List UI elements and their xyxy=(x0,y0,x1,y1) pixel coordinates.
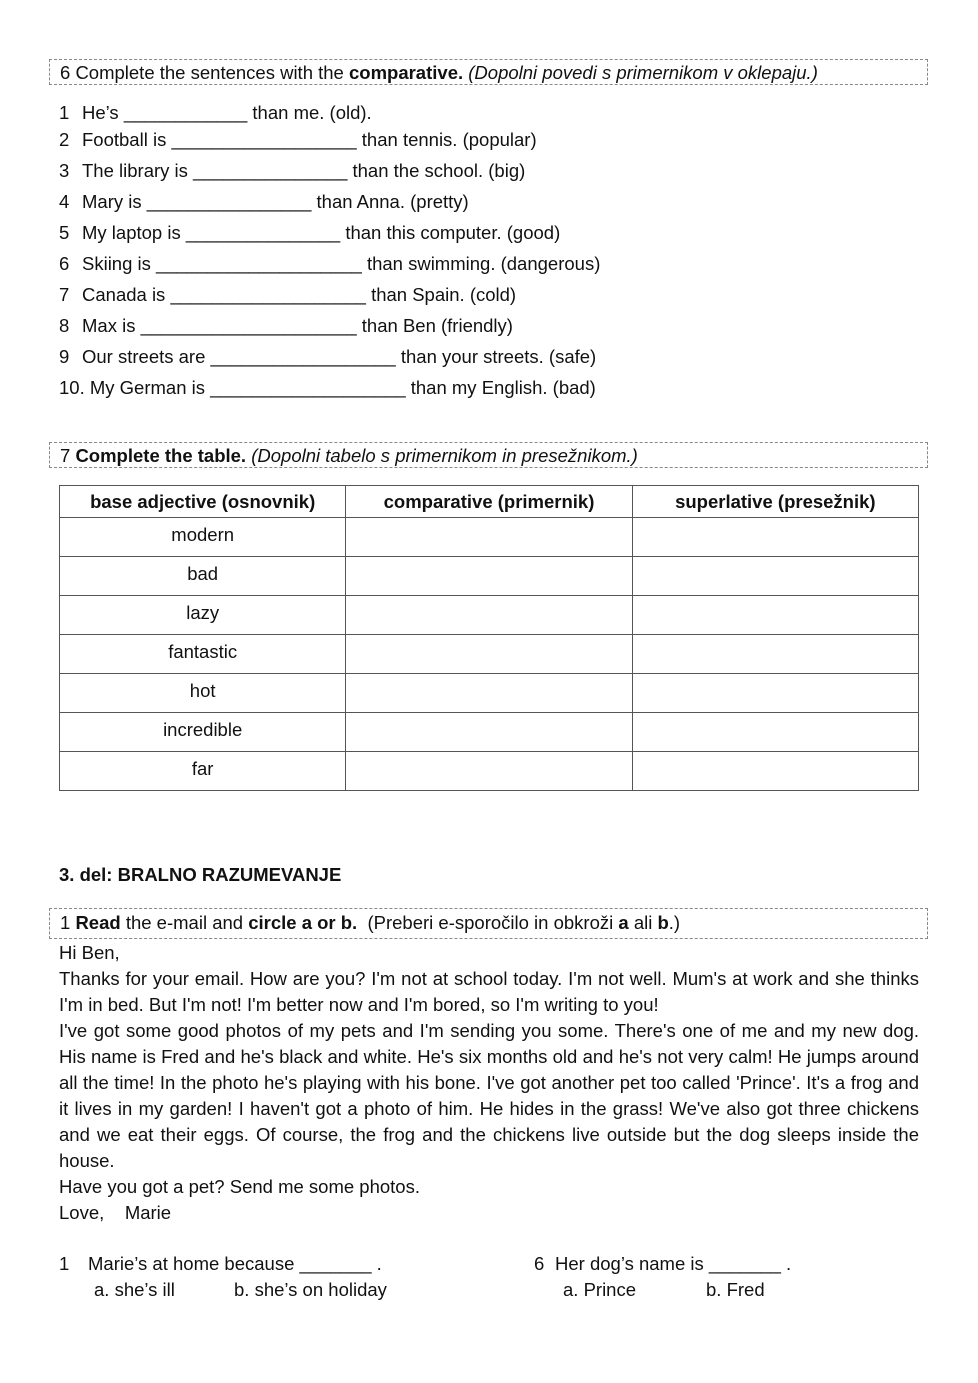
base-cell: hot xyxy=(60,674,346,713)
exercise-6-number: 6 xyxy=(60,62,71,83)
section-3-title: 3. del: BRALNO RAZUMEVANJE xyxy=(59,864,342,885)
base-cell: fantastic xyxy=(60,635,346,674)
sentence-1: 1 He’s ____________ than me. (old). xyxy=(59,102,372,123)
superlative-cell[interactable] xyxy=(632,557,918,596)
adjective-table xyxy=(59,485,919,791)
comparative-cell[interactable] xyxy=(346,596,632,635)
question-1: 1 Marie’s at home because _______ . xyxy=(59,1253,382,1274)
superlative-cell[interactable] xyxy=(632,752,918,791)
sentence-5: 5 My laptop is _______________ than this computer. (good) xyxy=(59,222,561,243)
comparative-cell[interactable] xyxy=(346,635,632,674)
table-row xyxy=(60,557,919,596)
sentence-2: 2 Football is __________________ than tennis. (popular) xyxy=(59,129,537,150)
email-paragraph-1: Thanks for your email. How are you? I'm not at school today. I'm not well. Mum's at work and she thinks I'm in bed. But I'm not! I'm better now and I'm bored, so I'm writing to you! xyxy=(59,968,919,1015)
sentence-10: 10. My German is ___________________ than my English. (bad) xyxy=(59,377,596,398)
base-cell: incredible xyxy=(60,713,346,752)
table-row xyxy=(60,518,919,557)
sentence-8: 8 Max is _____________________ than Ben (friendly) xyxy=(59,315,513,336)
exercise-6-text: Complete the sentences with the xyxy=(75,62,344,83)
header-superlative: superlative (presežnik) xyxy=(632,486,918,518)
table-header-row xyxy=(60,486,919,518)
comparative-cell[interactable] xyxy=(346,713,632,752)
exercise-7-translation: (Dopolni tabelo s primernikom in presežnikom.) xyxy=(251,445,638,466)
comparative-cell[interactable] xyxy=(346,752,632,791)
exercise-7-instruction xyxy=(49,442,928,468)
exercise-7-keyword: Complete the table. xyxy=(75,445,247,466)
question-6-option-b[interactable]: b. Fred xyxy=(706,1279,765,1300)
email-signoff: Love, Marie xyxy=(59,1202,172,1223)
email-paragraph-2: I've got some good photos of my pets and I'm sending you some. There's one of me and my new dog. His name is Fred and he's black and white. He's six months old and he's not very calm! He jumps around all the time! In the photo he's playing with his bone. I've got another pet too called 'Prince'. It's a frog and it lives in my garden! I haven't got a photo of him. He hides in the grass! We've also got three chickens and we eat their eggs. Of course, the frog and the chickens live outside but the dog sleeps inside the house. xyxy=(59,1020,919,1171)
email-greeting: Hi Ben, xyxy=(59,942,120,963)
sentence-7: 7 Canada is ___________________ than Spain. (cold) xyxy=(59,284,517,305)
table-row xyxy=(60,596,919,635)
table-row xyxy=(60,713,919,752)
question-1-option-b[interactable]: b. she’s on holiday xyxy=(234,1279,387,1300)
sentence-9: 9 Our streets are __________________ than your streets. (safe) xyxy=(59,346,597,367)
exercise-6-translation: (Dopolni povedi s primernikom v oklepaju.) xyxy=(468,62,818,83)
header-base: base adjective (osnovnik) xyxy=(60,486,346,518)
comparative-cell[interactable] xyxy=(346,674,632,713)
email-paragraph-3: Have you got a pet? Send me some photos. xyxy=(59,1176,420,1197)
table-row xyxy=(60,635,919,674)
exercise-6-instruction xyxy=(49,59,928,85)
table-row xyxy=(60,752,919,791)
superlative-cell[interactable] xyxy=(632,713,918,752)
reading-instruction: 1 Read the e-mail and circle a or b. (Preberi e-sporočilo in obkroži a ali b.) xyxy=(49,908,928,939)
comparative-cell[interactable] xyxy=(346,518,632,557)
base-cell: lazy xyxy=(60,596,346,635)
exercise-6-keyword: comparative. xyxy=(348,62,464,83)
superlative-cell[interactable] xyxy=(632,596,918,635)
comparative-cell[interactable] xyxy=(346,557,632,596)
question-6: 6 Her dog’s name is _______ . xyxy=(534,1253,792,1274)
base-cell: far xyxy=(60,752,346,791)
sentence-6: 6 Skiing is ____________________ than swimming. (dangerous) xyxy=(59,253,601,274)
superlative-cell[interactable] xyxy=(632,635,918,674)
base-cell: modern xyxy=(60,518,346,557)
superlative-cell[interactable] xyxy=(632,518,918,557)
table-row xyxy=(60,674,919,713)
base-cell: bad xyxy=(60,557,346,596)
question-1-option-a[interactable]: a. she’s ill xyxy=(94,1279,175,1300)
email-text xyxy=(59,940,919,1226)
sentence-4: 4 Mary is ________________ than Anna. (pretty) xyxy=(59,191,469,212)
question-6-option-a[interactable]: a. Prince xyxy=(563,1279,637,1300)
sentence-3: 3 The library is _______________ than the school. (big) xyxy=(59,160,526,181)
superlative-cell[interactable] xyxy=(632,674,918,713)
header-comparative: comparative (primernik) xyxy=(346,486,632,518)
exercise-7-number: 7 xyxy=(60,445,71,466)
